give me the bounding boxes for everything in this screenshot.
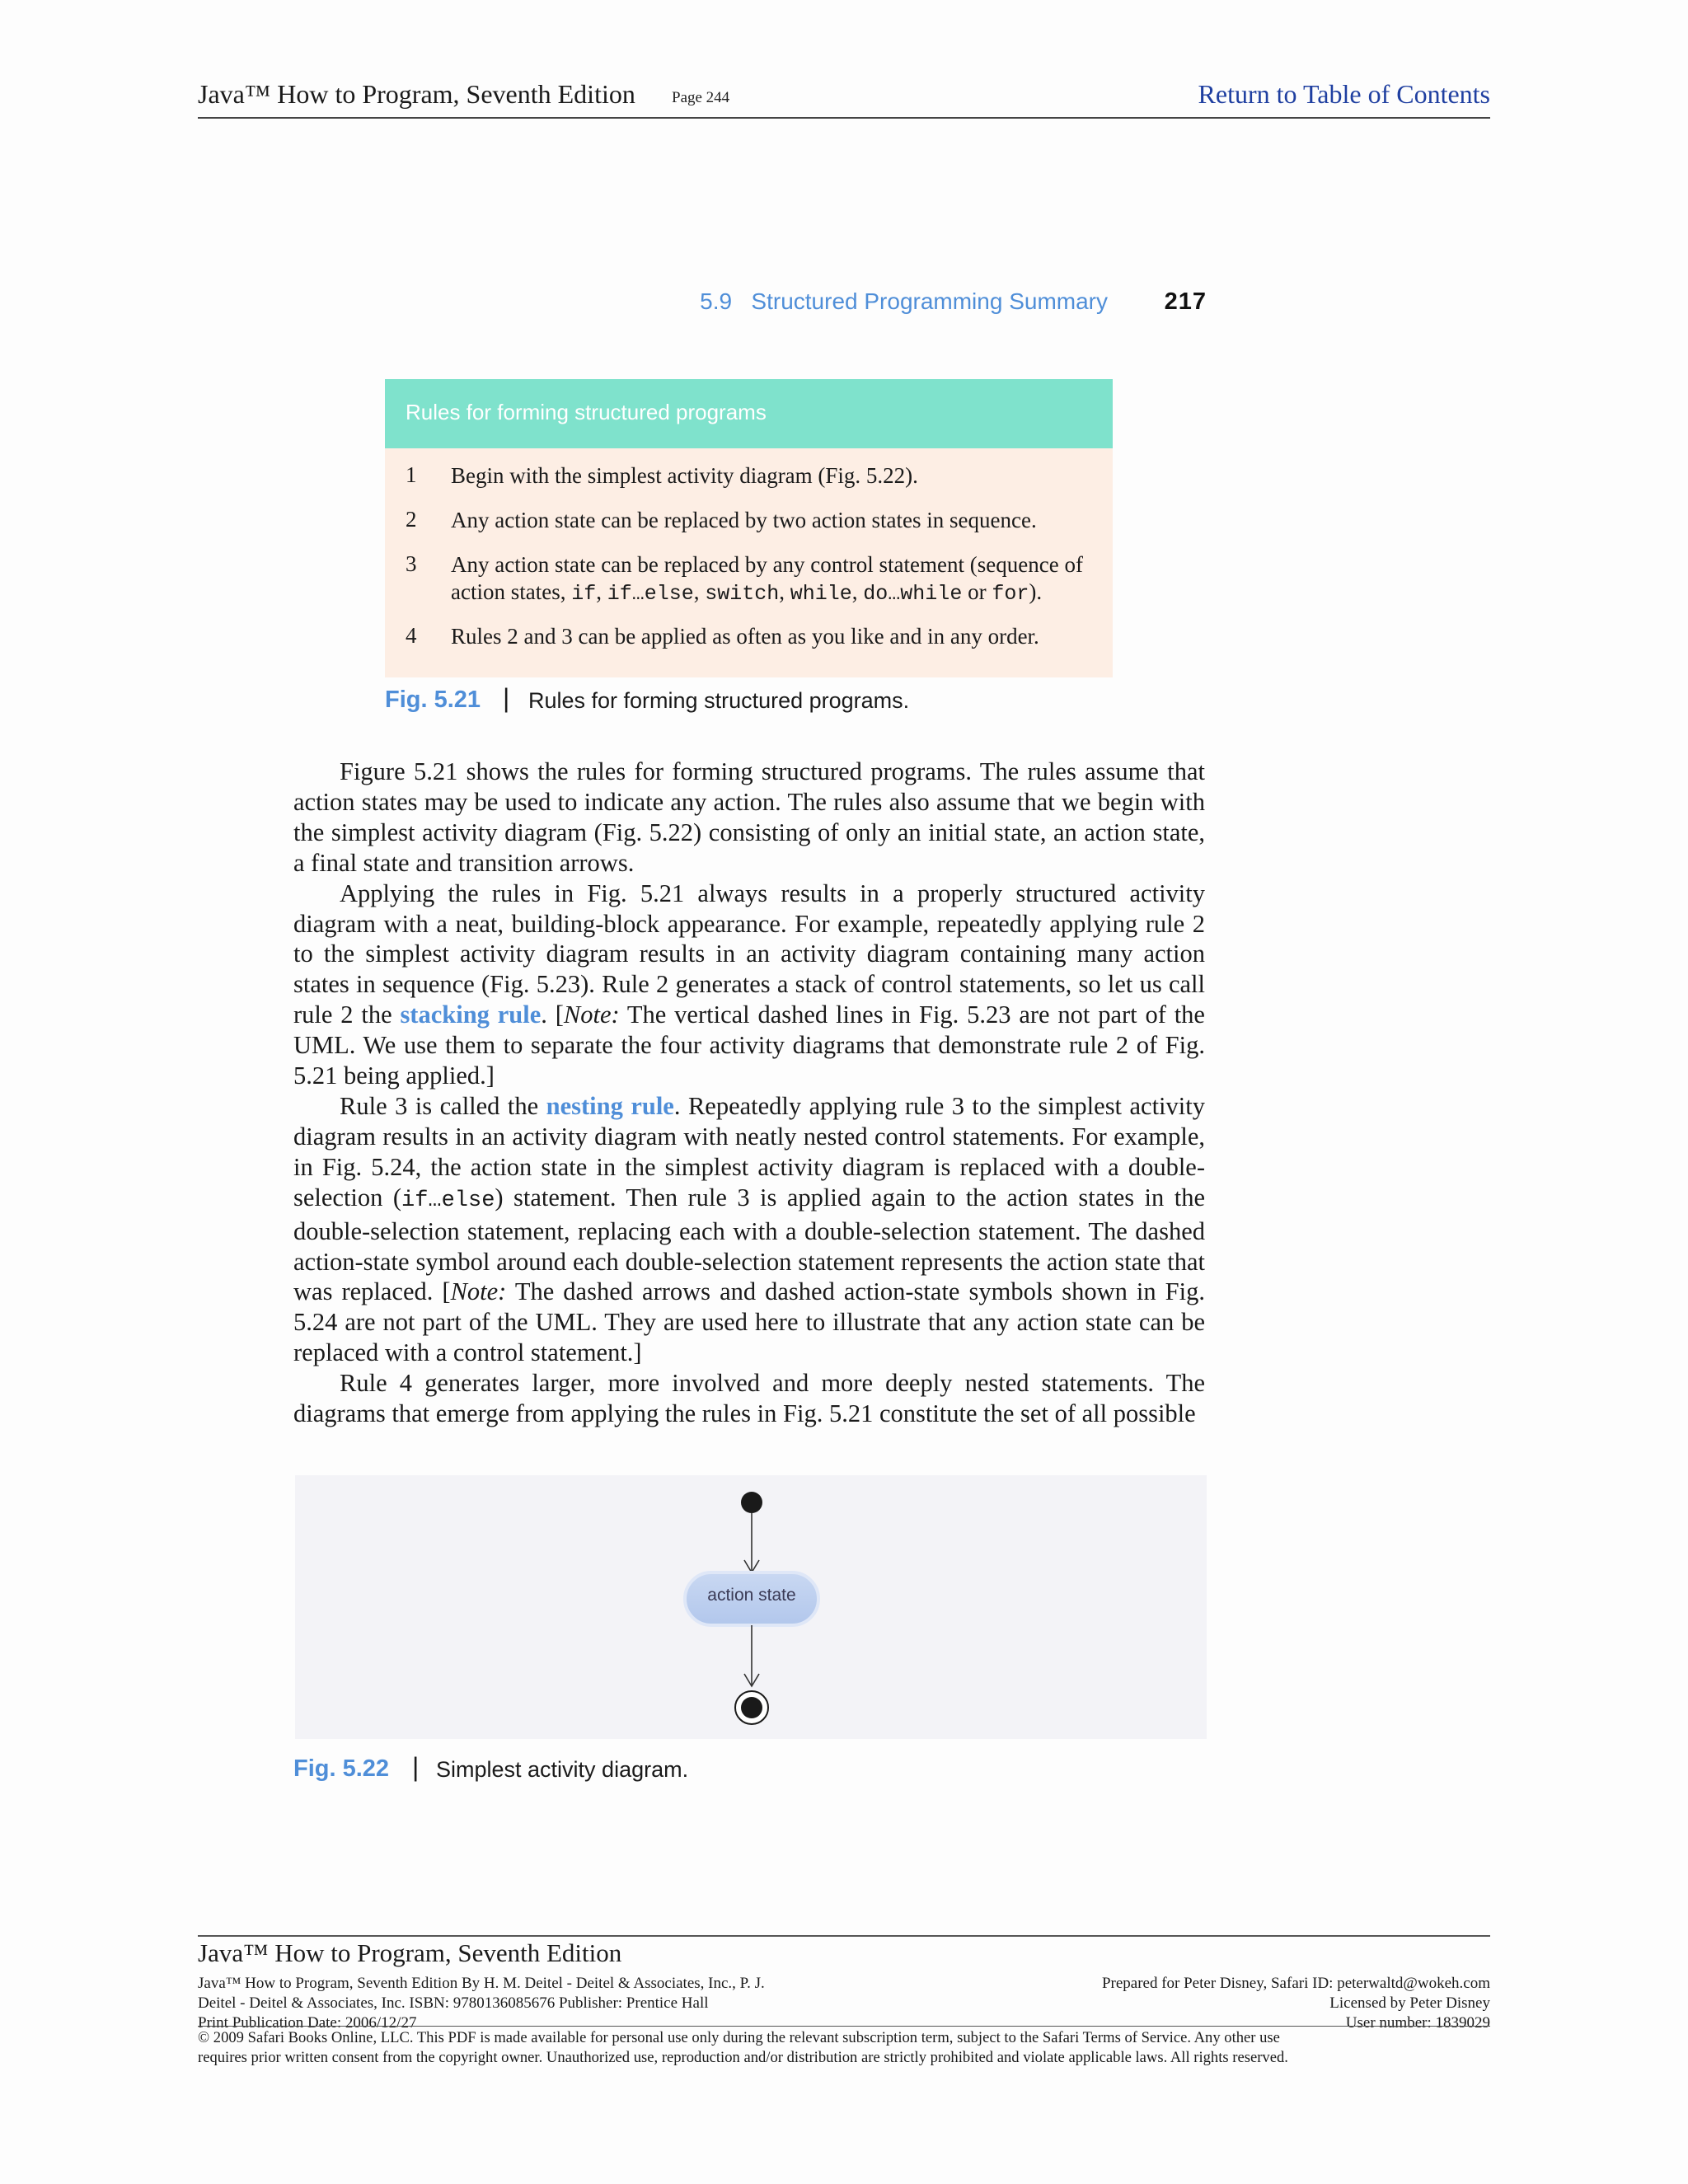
rule-number: 4 bbox=[406, 623, 417, 648]
keyword: switch bbox=[705, 582, 780, 606]
final-state-core bbox=[741, 1697, 762, 1718]
figure-label: Fig. 5.22 bbox=[293, 1755, 390, 1782]
inline-code: if…else bbox=[401, 1188, 495, 1213]
footer-title: Java™ How to Program, Seventh Edition bbox=[198, 1938, 622, 1967]
caption-separator: | bbox=[503, 683, 510, 713]
keyword: for bbox=[992, 582, 1029, 606]
footer-copyright: © 2009 Safari Books Online, LLC. This PDF is made available for personal use only during the relevant subscription term, subject to the Safari Terms of Service. Any other use bbox=[198, 2029, 1280, 2046]
text-run: The vertical dashed lines in Fig. 5.23 are not part of the UML. We use them to separate the four activity diagrams that demonstrate rule 2 of Fig. 5.21 being applied.] bbox=[293, 1001, 1205, 1090]
rule-text-part: Any action state can be replaced by any control statement (sequence of action states, bbox=[451, 552, 1083, 604]
footer-prepared-for: Prepared for Peter Disney, Safari ID: peterwaltd@wokeh.com bbox=[1101, 1975, 1490, 1992]
caption-separator: | bbox=[412, 1752, 420, 1782]
footer-pub-date: Print Publication Date: 2006/12/27 bbox=[198, 2014, 417, 2032]
key-term: nesting rule bbox=[546, 1091, 674, 1120]
text-run: Applying the rules in Fig. 5.21 always results in a properly structured activity diagram with a neat, building-block appearance. For example, repeatedly applying rule 2 to the simplest activity diagram results in an activity diagram containing many action states in sequence (Fig. 5.23). Rule 2 generates a stack of control statements, so let us call rule 2 the bbox=[293, 879, 1205, 1029]
page-label: Page 244 bbox=[672, 89, 730, 106]
rule-text: Begin with the simplest activity diagram (Fig. 5.22). bbox=[451, 463, 918, 488]
rule-text-part: or bbox=[962, 579, 992, 604]
book-title: Java™ How to Program, Seventh Edition bbox=[198, 79, 635, 109]
note-label: Note: bbox=[563, 1001, 620, 1029]
footer-copyright: requires prior written consent from the copyright owner. Unauthorized use, reproduction and/or distribution are strictly prohibited and violate applicable laws. All rights reserved. bbox=[198, 2049, 1288, 2066]
paragraph bbox=[293, 879, 1205, 1091]
keyword: while bbox=[790, 582, 852, 606]
footer bbox=[198, 1935, 1490, 2085]
figure-label: Fig. 5.21 bbox=[385, 687, 481, 713]
figure-caption-text: Simplest activity diagram. bbox=[436, 1757, 689, 1782]
footer-license: Licensed by Peter Disney bbox=[1329, 1994, 1490, 2012]
initial-state bbox=[741, 1492, 762, 1513]
note-label: Note: bbox=[450, 1277, 507, 1306]
text-run: . [ bbox=[541, 1001, 564, 1029]
body-text bbox=[293, 757, 1205, 1429]
action-state-label: action state bbox=[707, 1586, 796, 1605]
paragraph bbox=[293, 1091, 1205, 1368]
rules-table bbox=[385, 379, 1113, 677]
text-run: ) statement. Then rule 3 is applied again to the action states in the double-selection statement, replacing each with a double-selection statement. The dashed action-state symbol around each double-selection statement represents the action state that was replaced. [ bbox=[293, 1183, 1205, 1306]
key-term: stacking rule bbox=[400, 1001, 542, 1029]
footer-book-info: Java™ How to Program, Seventh Edition By H. M. Deitel - Deitel & Associates, Inc., P. J. bbox=[198, 1975, 765, 1992]
keyword: do…while bbox=[863, 582, 963, 606]
rules-table-header-text: Rules for forming structured programs bbox=[406, 400, 767, 424]
keyword: if…else bbox=[607, 582, 694, 606]
rule-text-part: ). bbox=[1029, 579, 1043, 604]
text-run: . Repeatedly applying rule 3 to the simplest activity diagram results in an activity diagram with neatly nested control statements. For example, in Fig. 5.24, the action state in the simplest activity diagram is replaced with a double-selection ( bbox=[293, 1091, 1205, 1212]
page-number: 217 bbox=[1164, 288, 1207, 315]
section-title: 5.9 Structured Programming Summary bbox=[700, 288, 1108, 314]
paragraph: Rule 4 generates larger, more involved and more deeply nested statements. The diagrams that emerge from applying the rules in Fig. 5.21 constitute the set of all possible bbox=[293, 1369, 1205, 1428]
rule-text: Any action state can be replaced by two action states in sequence. bbox=[451, 508, 1037, 532]
rule-number: 1 bbox=[406, 462, 417, 487]
figure-caption-text: Rules for forming structured programs. bbox=[528, 688, 910, 713]
footer-divider bbox=[198, 2026, 1490, 2027]
text-run: Rule 3 is called the bbox=[340, 1091, 546, 1120]
table-of-contents-link[interactable]: Return to Table of Contents bbox=[1198, 79, 1490, 109]
rule-number: 3 bbox=[406, 551, 417, 576]
rules-table-header bbox=[385, 379, 1113, 448]
rule-text: Rules 2 and 3 can be applied as often as you like and in any order. bbox=[451, 624, 1039, 649]
activity-diagram bbox=[295, 1475, 1207, 1739]
rule-number: 2 bbox=[406, 507, 417, 532]
keyword: if bbox=[571, 582, 597, 606]
running-head bbox=[701, 288, 1207, 321]
rule-text: Any action state can be replaced by any control statement (sequence of action states, if, if…else, switch, while, do…while or for). bbox=[451, 552, 1083, 606]
footer-user-number: User number: 1839029 bbox=[1345, 2014, 1490, 2032]
activity-diagram-svg bbox=[295, 1475, 1207, 1739]
top-header bbox=[198, 76, 1490, 119]
footer-book-info: Deitel - Deitel & Associates, Inc. ISBN: 9780136085676 Publisher: Prentice Hall bbox=[198, 1994, 709, 2012]
text-run: The dashed arrows and dashed action-state symbols shown in Fig. 5.24 are not part of the UML. They are used here to illustrate that any action state can be replaced with a control statement.] bbox=[293, 1277, 1205, 1367]
paragraph: Figure 5.21 shows the rules for forming structured programs. The rules assume that action states may be used to indicate any action. The rules also assume that we begin with the simplest activity diagram (Fig. 5.22) consisting of only an initial state, an action state, a final state and transition arrows. bbox=[293, 757, 1205, 877]
